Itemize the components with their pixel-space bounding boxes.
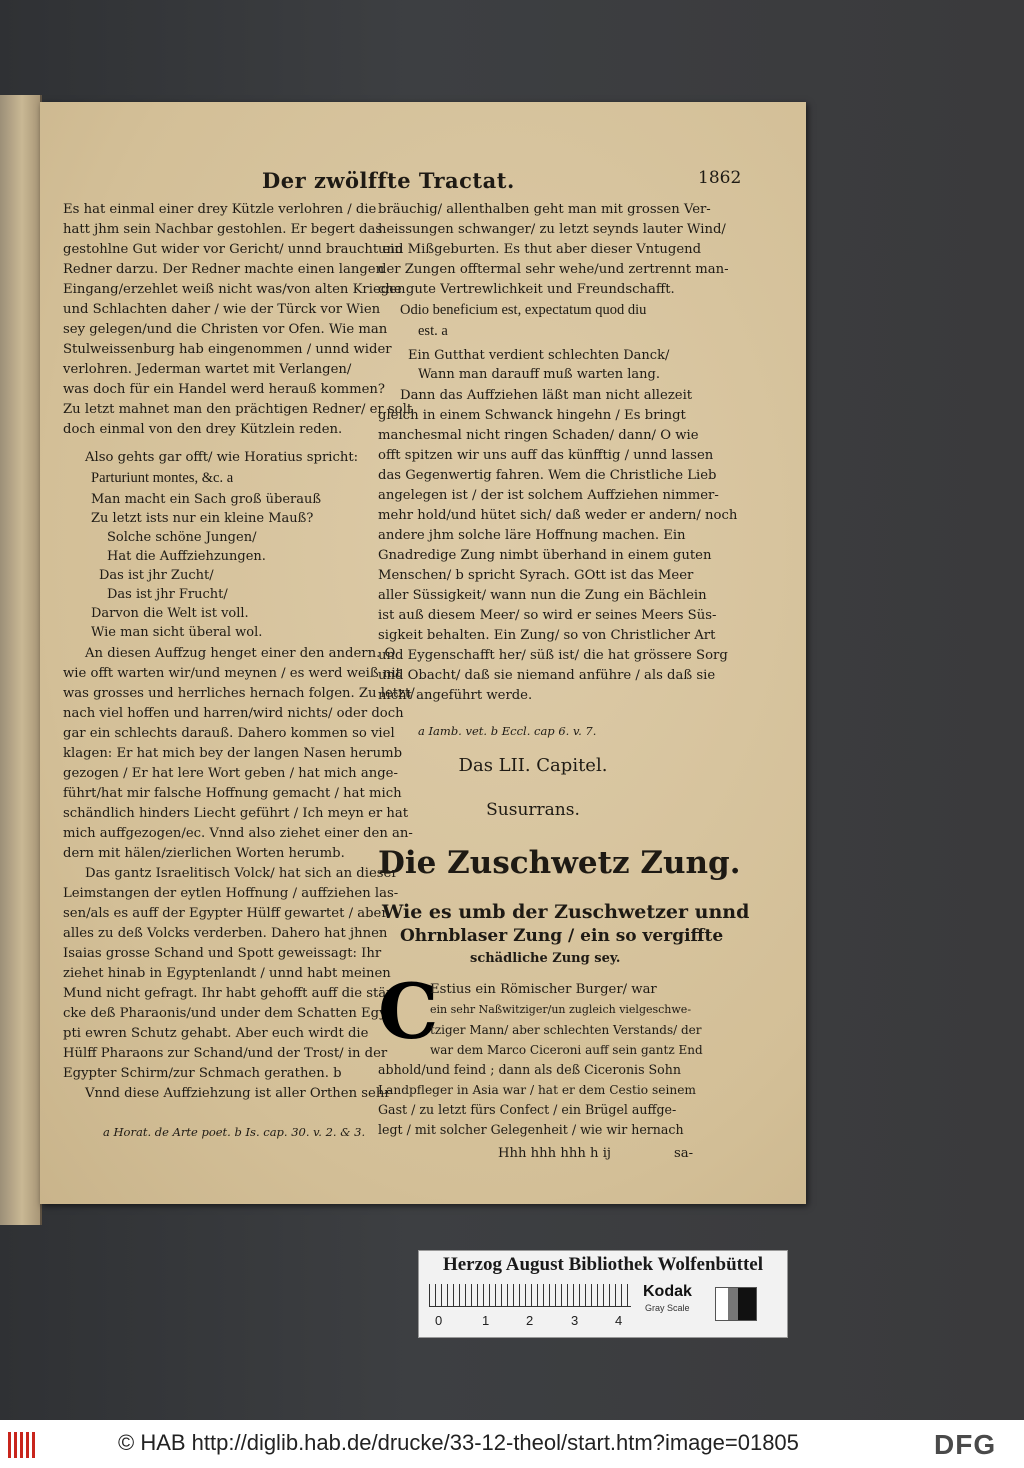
dfg-logo: DFG: [934, 1429, 997, 1460]
text-line: Leimstangen der eytlen Hoffnung / auffziehen las-: [63, 886, 399, 901]
text-line: und Mißgeburten. Es thut aber dieser Vntugend: [378, 242, 702, 257]
text-line: Mund nicht gefragt. Ihr habt gehofft auff die stär-: [63, 986, 397, 1001]
text-line: ist auß diesem Meer/ so wird er seines Meers Süs-: [378, 608, 717, 623]
text-line: schändlich hinders Liecht geführt / Ich meyn er hat: [63, 806, 409, 821]
text-line: Es hat einmal einer drey Kützle verlohren / die: [63, 202, 377, 217]
chapter-subtitle: Susurrans.: [486, 800, 580, 820]
running-head-title: Der zwölffte Tractat.: [262, 168, 515, 193]
ruler-number: 2: [526, 1313, 534, 1328]
latin-quote: Odio beneficium est, expectatum quod diu: [400, 302, 647, 318]
text-line: Estius ein Römischer Burger/ war: [430, 982, 657, 997]
text-line: Landpfleger in Asia war / hat er dem Cestio seinem: [378, 1083, 696, 1097]
text-line: nicht angeführt werde.: [378, 688, 533, 703]
library-name: Herzog August Bibliothek Wolfenbüttel: [442, 1254, 764, 1275]
text-line: pti ewren Schutz gehabt. Aber euch wirdt die: [63, 1026, 369, 1041]
verse-line: Das ist jhr Frucht/: [107, 587, 228, 602]
text-line: gestohlne Gut wider vor Gericht/ unnd braucht ein: [63, 242, 403, 257]
text-line: und Eygenschafft her/ süß ist/ die hat grössere Sorg: [378, 648, 728, 663]
rhyme-line: Ein Gutthat verdient schlechten Danck/: [408, 348, 670, 363]
footnote: a Horat. de Arte poet. b Is. cap. 30. v. 2. & 3.: [103, 1125, 366, 1139]
drop-cap: C: [378, 967, 439, 1056]
verse-line: Darvon die Welt ist voll.: [91, 606, 249, 621]
text-line: ziehet hinab in Egyptenlandt / unnd habt meinen: [63, 966, 391, 981]
text-line: cke deß Pharaonis/und under dem Schatten Egy-: [63, 1006, 392, 1021]
ruler-number: 4: [615, 1313, 623, 1328]
page-number: 1862: [698, 168, 742, 188]
text-line: abhold/und feind ; dann als deß Ciceronis Sohn: [378, 1062, 681, 1077]
text-line: was grosses und herrliches hernach folgen. Zu letzt/: [63, 686, 415, 701]
verse-line: Solche schöne Jungen/: [107, 530, 257, 545]
text-line: legt / mit solcher Gelegenheit / wie wir hernach: [378, 1122, 684, 1137]
text-line: gezogen / Er hat lere Wort geben / hat mich ange-: [63, 766, 398, 781]
text-line: Isaias grosse Schand und Spott geweissagt: Ihr: [63, 946, 382, 961]
verse-line: Man macht ein Sach groß überauß: [91, 492, 322, 507]
text-line: sen/als es auff der Egypter Hülff gewartet / aber: [63, 906, 388, 921]
text-line: das Gegenwertig fahren. Wem die Christliche Lieb: [378, 468, 717, 483]
text-line: mich auffgezogen/ec. Vnnd also ziehet einer den an-: [63, 826, 413, 841]
text-line: Dann das Auffziehen läßt man nicht allezeit: [400, 388, 693, 403]
text-line: Vnnd diese Auffziehzung ist aller Orthen sehr: [85, 1086, 391, 1101]
text-line: und Obacht/ daß sie niemand anführe / als daß sie: [378, 668, 716, 683]
text-line: andere jhm solche läre Hoffnung machen. Ein: [378, 528, 686, 543]
text-line: Gast / zu letzt fürs Confect / ein Brügel auffge-: [378, 1102, 677, 1117]
color-calibration-card: [418, 1250, 788, 1338]
text-line: wie offt warten wir/und meynen / es werd weiß nit: [63, 666, 401, 681]
text-line: alles zu deß Volcks verderben. Dahero hat jhnen: [63, 926, 388, 941]
text-line: ein sehr Naßwitziger/un zugleich vielgeschwe-: [430, 1003, 692, 1016]
ruler-number: 1: [482, 1313, 490, 1328]
text-line: Das gantz Israelitisch Volck/ hat sich an dieser: [85, 866, 398, 881]
main-title: Die Zuschwetz Zung.: [378, 845, 741, 881]
subtitle-line: Ohrnblaser Zung / ein so vergiffte: [400, 926, 724, 946]
text-line: gleich in einem Schwanck hingehn / Es bringt: [378, 408, 686, 423]
text-line: klagen: Er hat mich bey der langen Nasen herumb: [63, 746, 403, 761]
previous-page-edge: [0, 95, 42, 1225]
text-line: Eingang/erzehlet weiß nicht was/von alten Kriegen: [63, 282, 406, 297]
verse-line: Zu letzt ists nur ein kleine Mauß?: [91, 511, 314, 526]
text-line: Gnadredige Zung nimbt überhand in einem guten: [378, 548, 712, 563]
text-line: Menschen/ b spricht Syrach. GOtt ist das Meer: [378, 568, 694, 583]
text-line: aller Süssigkeit/ wann nun die Zung ein Bächlein: [378, 588, 707, 603]
chapter-opening: [378, 967, 708, 1144]
text-line: hatt jhm sein Nachbar gestohlen. Er begert das: [63, 222, 383, 237]
chapter-title: Das LII. Capitel.: [458, 755, 608, 776]
latin-quote: Parturiunt montes, &c. a: [91, 470, 234, 486]
latin-quote: est. a: [418, 323, 448, 339]
text-line: und Schlachten daher / wie der Türck vor Wien: [63, 302, 381, 317]
text-line: bräuchig/ allenthalben geht man mit grossen Ver-: [378, 202, 711, 217]
text-line: sigkeit behalten. Ein Zung/ so von Christlicher Art: [378, 628, 716, 643]
text-line: tziger Mann/ aber schlechten Verstands/ der: [430, 1023, 702, 1037]
text-line: mehr hold/und hütet sich/ daß weder er andern/ noch: [378, 508, 738, 523]
ruler-number: 0: [435, 1313, 443, 1328]
horatius-line: Also gehts gar offt/ wie Horatius spricht:: [85, 450, 359, 465]
text-line: was doch für ein Handel werd herauß kommen?: [63, 382, 385, 397]
verse-line: Wie man sicht überal wol.: [91, 625, 263, 640]
kodak-brand: Kodak: [643, 1283, 692, 1300]
text-line: angelegen ist / der ist solchem Auffziehen nimmer-: [378, 488, 719, 503]
text-line: verlohren. Jederman wartet mit Verlangen/: [63, 362, 352, 377]
text-line: war dem Marco Ciceroni auff sein gantz End: [430, 1043, 703, 1057]
text-line: offt spitzen wir uns auff das künfftig / unnd lassen: [378, 448, 714, 463]
rhyme-line: Wann man darauff muß warten lang.: [418, 367, 660, 382]
text-line: manchesmal nicht ringen Schaden/ dann/ O wie: [378, 428, 699, 443]
text-line: der Zungen offtermal sehr wehe/und zertrennt man-: [378, 262, 729, 277]
subtitle-line: Wie es umb der Zuschwetzer unnd: [382, 901, 750, 923]
footnote: a Iamb. vet. b Eccl. cap 6. v. 7.: [418, 724, 597, 738]
text-line: nach viel hoffen und harren/wird nichts/ oder doch: [63, 706, 404, 721]
text-line: che gute Vertrewlichkeit und Freundschafft.: [378, 282, 675, 297]
verse-line: Das ist jhr Zucht/: [99, 568, 214, 583]
text-line: führt/hat mir falsche Hoffnung gemacht / hat mich: [63, 786, 402, 801]
subtitle-line: schädliche Zung sey.: [470, 951, 621, 966]
gray-scale-patch: [715, 1287, 757, 1321]
text-line: Redner darzu. Der Redner machte einen langen: [63, 262, 385, 277]
text-line: gar ein schlechts darauß. Dahero kommen so viel: [63, 726, 395, 741]
measurement-ruler: [429, 1284, 631, 1307]
footer-bar: [0, 1420, 1024, 1468]
copyright-link[interactable]: © HAB http://diglib.hab.de/drucke/33-12-theol/start.htm?image=01805: [118, 1430, 799, 1455]
catchword: sa-: [674, 1146, 694, 1161]
signature-mark: Hhh hhh hhh h ij: [498, 1146, 612, 1161]
text-line: Stulweissenburg hab eingenommen / unnd wider: [63, 342, 392, 357]
text-line: doch einmal von den drey Kützlein reden.: [63, 422, 343, 437]
verse-line: Hat die Auffziehzungen.: [107, 549, 266, 564]
library-logo-icon: [8, 1432, 38, 1458]
text-line: Egypter Schirm/zur Schmach gerathen. b: [63, 1066, 342, 1081]
gray-scale-label: Gray Scale: [645, 1303, 690, 1313]
text-line: heissungen schwanger/ zu letzt seynds lauter Wind/: [378, 222, 726, 237]
ruler-number: 3: [571, 1313, 579, 1328]
text-line: An diesen Auffzug henget einer den andern. O: [85, 646, 396, 661]
book-page: [40, 102, 806, 1204]
text-line: Hülff Pharaons zur Schand/und der Trost/ in der: [63, 1046, 388, 1061]
text-line: sey gelegen/und die Christen vor Ofen. Wie man: [63, 322, 388, 337]
text-line: Zu letzt mahnet man den prächtigen Redner/ er solt: [63, 402, 413, 417]
text-line: dern mit hälen/zierlichen Worten herumb.: [63, 846, 345, 861]
